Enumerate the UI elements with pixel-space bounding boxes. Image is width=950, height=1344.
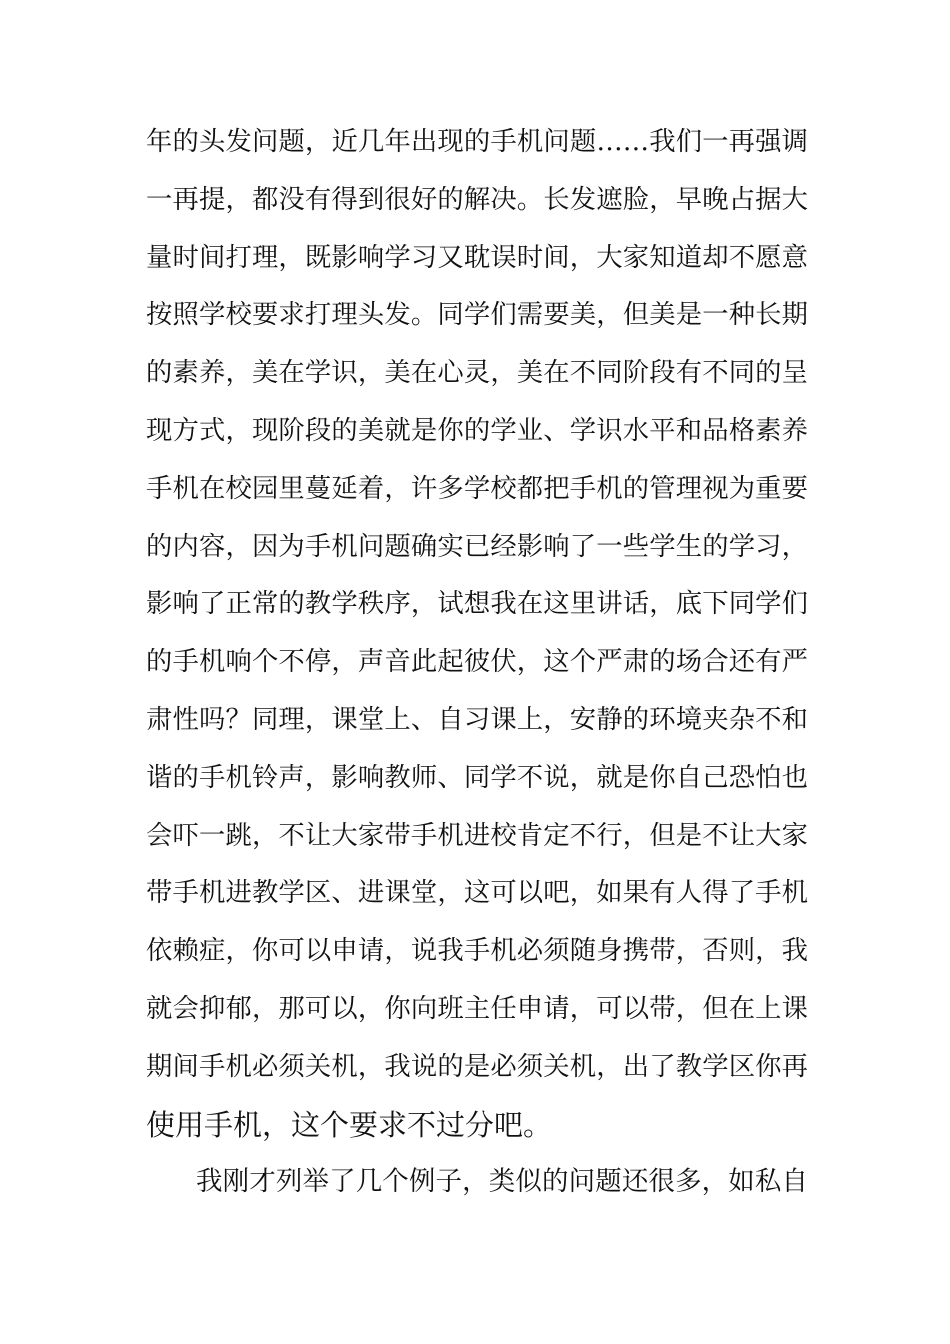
text-line: 肃性吗？同理，课堂上、自习课上，安静的环境夹杂不和: [146, 704, 808, 735]
text-line: 一再提，都没有得到很好的解决。长发遮脸，早晚占据大: [146, 184, 808, 215]
text-line: 就会抑郁，那可以，你向班主任申请，可以带，但在上课: [146, 993, 808, 1024]
text-line: 依赖症，你可以申请，说我手机必须随身携带，否则，我: [146, 936, 808, 967]
text-line: 带手机进教学区、进课堂，这可以吧，如果有人得了手机: [146, 878, 808, 909]
text-line: 谐的手机铃声，影响教师、同学不说，就是你自己恐怕也: [146, 762, 808, 793]
body-text: [146, 118, 808, 1216]
text-line: 按照学校要求打理头发。同学们需要美，但美是一种长期: [146, 300, 808, 331]
paragraph-start-line: 我刚才列举了几个例子，类似的问题还很多，如私自: [196, 1166, 808, 1198]
text-line: 现方式，现阶段的美就是你的学业、学识水平和品格素养: [146, 415, 808, 446]
text-line: 影响了正常的教学秩序，试想我在这里讲话，底下同学们: [146, 589, 808, 620]
text-line: 会吓一跳，不让大家带手机进校肯定不行，但是不让大家: [146, 820, 808, 851]
text-line: 年的头发问题，近几年出现的手机问题……我们一再强调: [146, 127, 808, 157]
paragraph-end-line: 使用手机，这个要求不过分吧。: [146, 1107, 553, 1142]
text-line: 的手机响个不停，声音此起彼伏，这个严肃的场合还有严: [146, 647, 808, 678]
text-line: 量时间打理，既影响学习又耽误时间，大家知道却不愿意: [146, 242, 808, 273]
text-line: 的素养，美在学识，美在心灵，美在不同阶段有不同的呈: [146, 358, 808, 389]
text-line: 期间手机必须关机，我说的是必须关机，出了教学区你再: [146, 1051, 808, 1082]
text-line: 手机在校园里蔓延着，许多学校都把手机的管理视为重要: [146, 473, 808, 504]
text-line: 的内容，因为手机问题确实已经影响了一些学生的学习，: [146, 531, 808, 562]
